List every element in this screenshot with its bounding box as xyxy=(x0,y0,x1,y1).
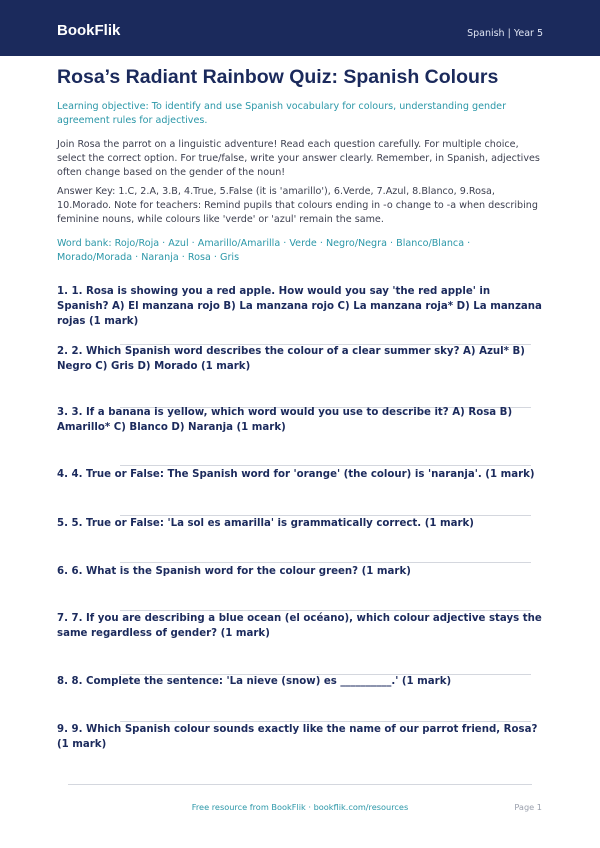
page-header xyxy=(0,0,600,56)
question-8: 8. 8. Complete the sentence: 'La nieve (snow) es __________.' (1 mark) xyxy=(57,676,452,687)
answer-line-3[interactable] xyxy=(120,465,531,466)
question-3: 3. 3. If a banana is yellow, which word would you use to describe it? A) Rosa B) Amarillo* C) Blanco D) Naranja (1 mark) xyxy=(57,407,513,433)
question-9: 9. 9. Which Spanish colour sounds exactly like the name of our parrot friend, Rosa? (1 mark) xyxy=(57,724,538,750)
footer-divider xyxy=(68,784,532,785)
answer-line-5[interactable] xyxy=(120,562,531,563)
question-6: 6. 6. What is the Spanish word for the colour green? (1 mark) xyxy=(57,566,411,577)
question-5: 5. 5. True or False: 'La sol es amarilla' is grammatically correct. (1 mark) xyxy=(57,518,474,529)
instructions-text: Join Rosa the parrot on a linguistic adventure! Read each question carefully. For multiple choice, select the correct option. For true/false, write your answer clearly. Remember, in Spanish, adjectives often change based on the gender of the noun! xyxy=(57,139,540,178)
footer-link-text[interactable]: Free resource from BookFlik · bookflik.com/resources xyxy=(191,802,409,812)
subject-year-label: Spanish | Year 5 xyxy=(467,28,543,39)
page-number: Page 1 xyxy=(514,802,542,812)
learning-objective: Learning objective: To identify and use Spanish vocabulary for colours, understanding gender agreement rules for adjectives. xyxy=(57,101,507,126)
question-2: 2. 2. Which Spanish word describes the colour of a clear summer sky? A) Azul* B) Negro C) Gris D) Morado (1 mark) xyxy=(57,346,525,372)
answer-key-text: Answer Key: 1.C, 2.A, 3.B, 4.True, 5.False (it is 'amarillo'), 6.Verde, 7.Azul, 8.Blanco, 9.Rosa, 10.Morado. Note for teachers: Remind pupils that colours ending in -o change to -a when describing feminine nouns, while colours like 'verde' or 'azul' remain the same. xyxy=(57,186,538,225)
brand-logo: BookFlik xyxy=(57,22,121,39)
question-1: 1. 1. Rosa is showing you a red apple. How would you say 'the red apple' in Spanish? A) El manzana rojo B) La manzana rojo C) La manzana roja* D) La manzana rojas (1 mark) xyxy=(57,286,542,327)
page-title: Rosa’s Radiant Rainbow Quiz: Spanish Colours xyxy=(57,66,499,88)
question-7: 7. 7. If you are describing a blue ocean (el océano), which colour adjective stays the same regardless of gender? (1 mark) xyxy=(57,613,542,639)
question-4: 4. 4. True or False: The Spanish word for 'orange' (the colour) is 'naranja'. (1 mark) xyxy=(57,469,535,480)
word-bank: Word bank: Rojo/Roja · Azul · Amarillo/Amarilla · Verde · Negro/Negra · Blanco/Blanca · Morado/Morada · Naranja · Rosa · Gris xyxy=(57,238,471,263)
